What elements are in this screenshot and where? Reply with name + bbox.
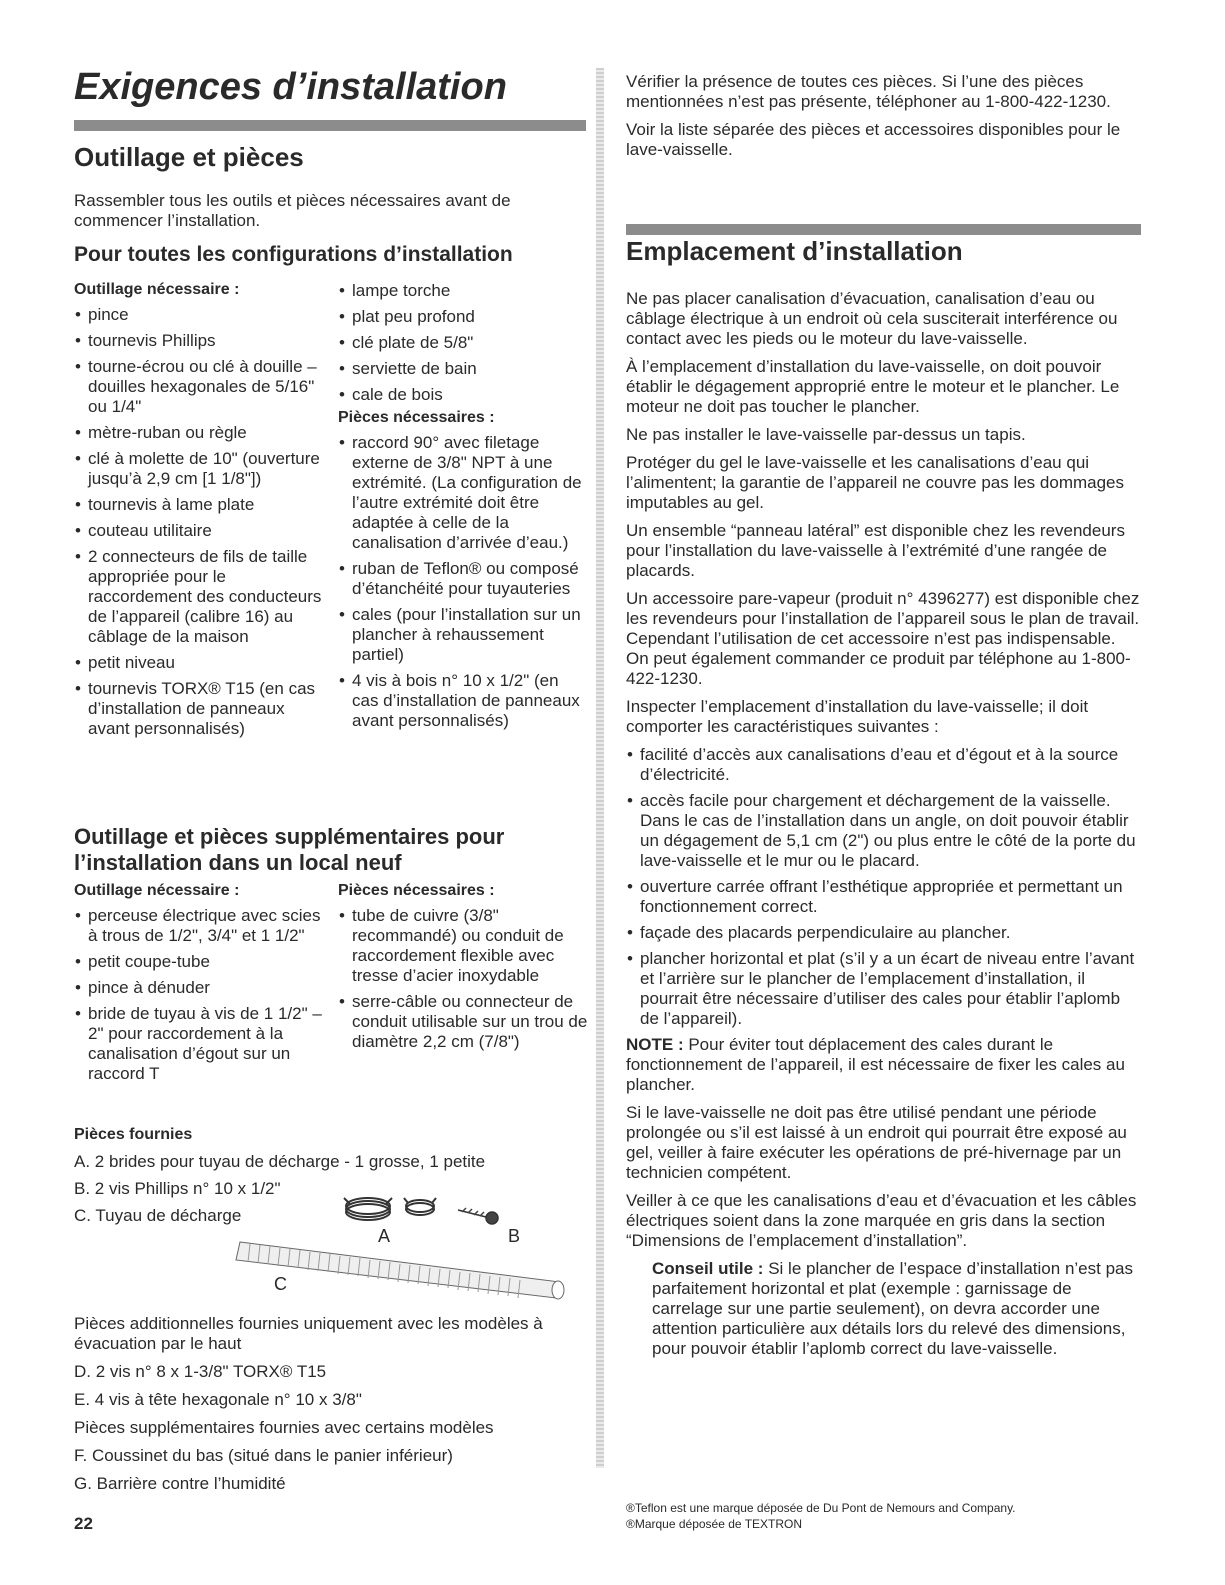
tool-item: • 2 connecteurs de fils de taille appropriée pour le raccordement des conducteurs de l’appareil (calibre 16) au câblage de la maison bbox=[74, 547, 324, 647]
location-requirement-item: • facilité d’accès aux canalisations d’eau et d’égout et à la source d’électricité. bbox=[626, 745, 1141, 785]
verification-section bbox=[626, 72, 1141, 160]
all-configs-heading: Pour toutes les configurations d’installation bbox=[74, 243, 513, 266]
location-paragraph: À l’emplacement d’installation du lave-vaisselle, on doit pouvoir établir le dégagement approprié entre le moteur et le plancher. Le moteur ne doit pas toucher le plancher. bbox=[626, 357, 1120, 416]
figure-label-a: A bbox=[378, 1226, 391, 1246]
nc-tool-item: • perceuse électrique avec scies à trous de 1/2", 3/4" et 1 1/2" bbox=[74, 906, 324, 946]
tools-label: Outillage nécessaire : bbox=[74, 281, 240, 298]
location-paragraph: Ne pas installer le lave-vaisselle par-dessus un tapis. bbox=[626, 425, 1026, 444]
location-section bbox=[626, 236, 1141, 1359]
location-paragraph: Un ensemble “panneau latéral” est disponible chez les revendeurs pour l’installation du lave-vaisselle à l’extrémité d’une rangée de placards. bbox=[626, 521, 1125, 580]
new-construction-section bbox=[74, 824, 589, 1090]
additional-intro: Pièces additionnelles fournies uniquement avec les modèles à évacuation par le haut bbox=[74, 1314, 543, 1353]
nc-tools-list bbox=[74, 906, 324, 1084]
location-paragraph: Un accessoire pare-vapeur (produit n° 4396277) est disponible chez les revendeurs pour l’installation de l’appareil sous le plan de travail. Cependant l’utilisation de cet accessoire n’est pas indispensable. On peut également commander ce produit par téléphone au 1-800-422-1230. bbox=[626, 589, 1140, 688]
additional-item-d: D. 2 vis n° 8 x 1-3/8" TORX® T15 bbox=[74, 1362, 327, 1381]
tools-list-extra bbox=[338, 281, 588, 405]
nc-tool-item: • petit coupe-tube bbox=[74, 952, 324, 972]
location-paragraph: Ne pas placer canalisation d’évacuation, canalisation d’eau ou câblage électrique à un endroit où cela susciterait interférence ou contact avec les pieds ou le moteur du lave-vaisselle. bbox=[626, 289, 1118, 348]
page-title: Exigences d’installation bbox=[74, 66, 507, 108]
new-construction-heading: Outillage et pièces supplémentaires pour l’installation dans un local neuf bbox=[74, 824, 505, 875]
location-requirement-item: • plancher horizontal et plat (s’il y a un écart de niveau entre l’avant et l’arrière sur le plancher de l’emplacement d’installation, il pourrait être nécessaire d’utiliser des cales pour établir l’aplomb de l’appareil). bbox=[626, 949, 1141, 1029]
winterizing-paragraph: Si le lave-vaisselle ne doit pas être utilisé pendant une période prolongée ou s’il est laissé à un endroit qui pourrait être exposé au gel, veiller à faire exécuter les opérations de pré-hivernage par un technicien compétent. bbox=[626, 1103, 1127, 1182]
part-item: • ruban de Teflon® ou composé d’étanchéité pour tuyauteries bbox=[338, 559, 588, 599]
section-rule-location bbox=[626, 224, 1141, 235]
tool-item: • pince bbox=[74, 305, 324, 325]
tip-text: Si le plancher de l’espace d’installation n’est pas parfaitement horizontal et plat (exemple : garnissage de carrelage sur une partie seulement), on devra accorder une attention particulière aux détails lors du relevé des dimensions, pour pouvoir établir l’aplomb correct du lave-vaisselle. bbox=[652, 1259, 1133, 1358]
figure-label-b: B bbox=[508, 1226, 521, 1246]
tool-item: • clé à molette de 10" (ouverture jusqu’à 2,9 cm [1 1/8"]) bbox=[74, 449, 324, 489]
location-requirement-item: • ouverture carrée offrant l’esthétique appropriée et permettant un fonctionnement correct. bbox=[626, 877, 1141, 917]
location-requirements-list bbox=[626, 745, 1141, 1029]
supplied-item-b: B. 2 vis Phillips n° 10 x 1/2" bbox=[74, 1179, 281, 1198]
all-configs-lists bbox=[74, 281, 589, 745]
nc-tool-item: • pince à dénuder bbox=[74, 978, 324, 998]
location-heading: Emplacement d’installation bbox=[626, 236, 963, 266]
figure-label-c: C bbox=[274, 1274, 287, 1294]
parts-figure bbox=[200, 1190, 580, 1315]
tool-item: • plat peu profond bbox=[338, 307, 588, 327]
supplied-item-c: C. Tuyau de décharge bbox=[74, 1206, 242, 1225]
tip-label: Conseil utile : bbox=[652, 1259, 764, 1278]
additional-parts-section bbox=[74, 1314, 589, 1494]
useful-tip bbox=[626, 1259, 1141, 1359]
tool-item: • cale de bois bbox=[338, 385, 588, 405]
intro-paragraph: Rassembler tous les outils et pièces nécessaires avant de commencer l’installation. bbox=[74, 191, 511, 230]
supplied-parts-label: Pièces fournies bbox=[74, 1126, 193, 1143]
location-paragraph: Inspecter l’emplacement d’installation du lave-vaisselle; il doit comporter les caractéristiques suivantes : bbox=[626, 697, 1089, 736]
tool-item: • tournevis à lame plate bbox=[74, 495, 324, 515]
nc-part-item: • serre-câble ou connecteur de conduit utilisable sur un trou de diamètre 2,2 cm (7/8") bbox=[338, 992, 588, 1052]
column-divider bbox=[596, 68, 604, 1468]
some-models-intro: Pièces supplémentaires fournies avec certains modèles bbox=[74, 1418, 494, 1437]
nc-parts-label: Pièces nécessaires : bbox=[338, 882, 495, 899]
hose-clamp-small-icon bbox=[404, 1198, 436, 1215]
hose-clamp-large-icon bbox=[344, 1198, 392, 1220]
section-rule bbox=[74, 120, 586, 131]
some-models-item-f: F. Coussinet du bas (situé dans le panier inférieur) bbox=[74, 1446, 453, 1465]
tool-item: • tourne-écrou ou clé à douille – douilles hexagonales de 5/16" ou 1/4" bbox=[74, 357, 324, 417]
additional-item-e: E. 4 vis à tête hexagonale n° 10 x 3/8" bbox=[74, 1390, 362, 1409]
tool-item: • mètre-ruban ou règle bbox=[74, 423, 324, 443]
verify-paragraph: Vérifier la présence de toutes ces pièces. Si l’une des pièces mentionnées n’est pas présente, téléphoner au 1-800-422-1230. bbox=[626, 72, 1111, 111]
location-requirement-item: • façade des placards perpendiculaire au plancher. bbox=[626, 923, 1141, 943]
nc-parts-list bbox=[338, 906, 588, 1052]
tools-list bbox=[74, 305, 324, 739]
note-text: Pour éviter tout déplacement des cales durant le fonctionnement de l’appareil, il est nécessaire de fixer les cales au plancher. bbox=[626, 1035, 1125, 1094]
location-note bbox=[626, 1035, 1141, 1095]
tool-item: • couteau utilitaire bbox=[74, 521, 324, 541]
location-paragraph: Protéger du gel le lave-vaisselle et les canalisations d’eau qui l’alimentent; la garantie de l’appareil ne couvre pas les dommages imputables au gel. bbox=[626, 453, 1125, 512]
location-paragraphs bbox=[626, 289, 1141, 737]
footnotes bbox=[626, 1500, 1141, 1532]
section-heading-tools-parts: Outillage et pièces bbox=[74, 142, 304, 172]
nc-part-item: • tube de cuivre (3/8" recommandé) ou conduit de raccordement flexible avec tresse d’acier inoxydable bbox=[338, 906, 588, 986]
parts-label: Pièces nécessaires : bbox=[338, 409, 495, 426]
tool-item: • serviette de bain bbox=[338, 359, 588, 379]
part-item: • cales (pour l’installation sur un plancher à rehaussement partiel) bbox=[338, 605, 588, 665]
nc-tool-item: • bride de tuyau à vis de 1 1/2" – 2" pour raccordement à la canalisation d’égout sur un raccord T bbox=[74, 1004, 324, 1084]
zone-paragraph: Veiller à ce que les canalisations d’eau et d’évacuation et les câbles électriques soient dans la zone marquée en gris dans la section “Dimensions de l’emplacement d’installation”. bbox=[626, 1191, 1137, 1250]
part-item: • raccord 90° avec filetage externe de 3/8" NPT à une extrémité. (La configuration de l’autre extrémité doit être adaptée à celle de la canalisation d’arrivée d’eau.) bbox=[338, 433, 588, 553]
tool-item: • tournevis Phillips bbox=[74, 331, 324, 351]
screw-icon bbox=[458, 1208, 498, 1224]
footnote-teflon: ®Teflon est une marque déposée de Du Pont de Nemours and Company. bbox=[626, 1501, 1016, 1515]
page-number: 22 bbox=[74, 1514, 93, 1533]
tools-parts-section bbox=[74, 142, 586, 266]
tool-item: • petit niveau bbox=[74, 653, 324, 673]
location-requirement-item: • accès facile pour chargement et déchargement de la vaisselle. Dans le cas de l’installation dans un angle, on doit pouvoir établir un dégagement de 5,1 cm (2") ou plus entre le côté de la porte du lave-vaisselle et le mur ou le placard. bbox=[626, 791, 1141, 871]
tool-item: • tournevis TORX® T15 (en cas d’installation de panneaux avant personnalisés) bbox=[74, 679, 324, 739]
tool-item: • lampe torche bbox=[338, 281, 588, 301]
parts-list bbox=[338, 433, 588, 731]
footnote-textron: ®Marque déposée de TEXTRON bbox=[626, 1517, 803, 1531]
some-models-item-g: G. Barrière contre l’humidité bbox=[74, 1474, 286, 1493]
tool-item: • clé plate de 5/8" bbox=[338, 333, 588, 353]
note-label: NOTE : bbox=[626, 1035, 684, 1054]
part-item: • 4 vis à bois n° 10 x 1/2" (en cas d’installation de panneaux avant personnalisés) bbox=[338, 671, 588, 731]
accessories-paragraph: Voir la liste séparée des pièces et accessoires disponibles pour le lave-vaisselle. bbox=[626, 120, 1121, 159]
parts-illustration bbox=[200, 1190, 580, 1315]
nc-tools-label: Outillage nécessaire : bbox=[74, 882, 240, 899]
supplied-item-a: A. 2 brides pour tuyau de décharge - 1 grosse, 1 petite bbox=[74, 1152, 486, 1171]
